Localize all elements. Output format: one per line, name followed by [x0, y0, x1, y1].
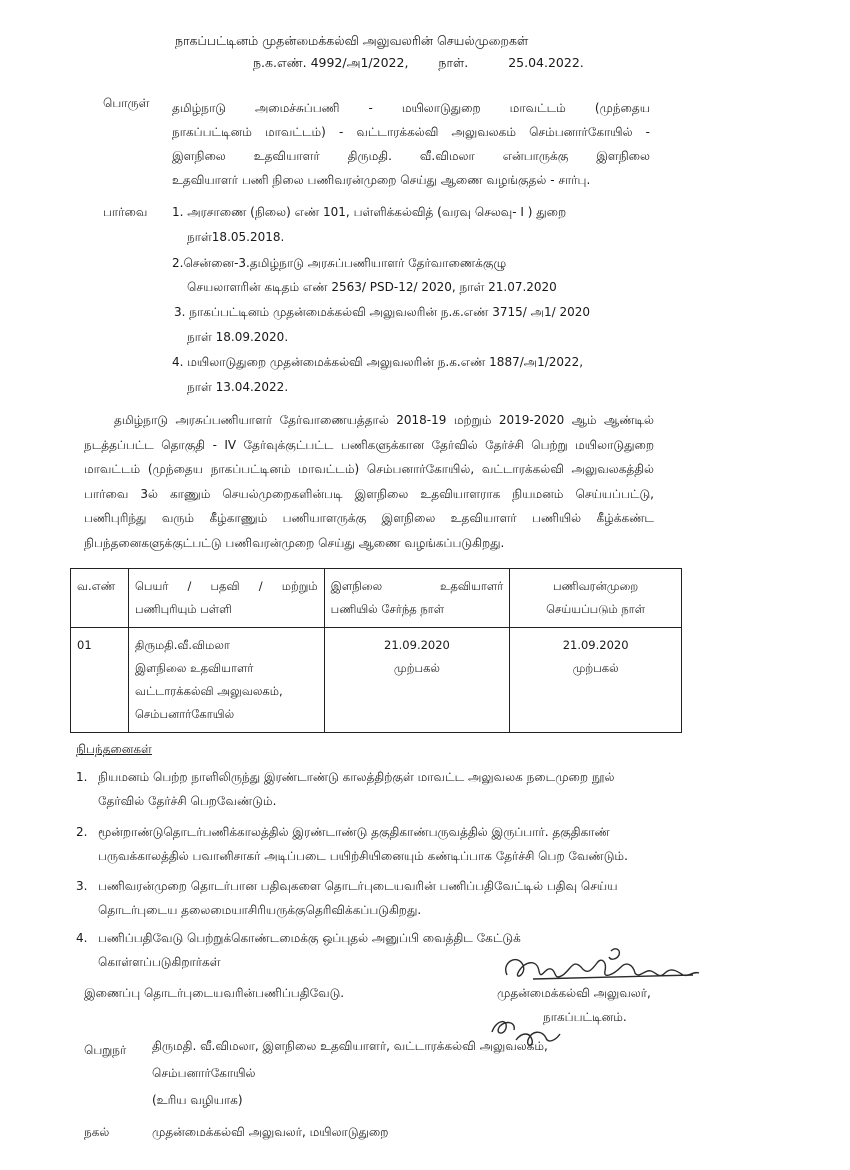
recipient-label: பெறுநர் [84, 1043, 127, 1057]
employee-name: திருமதி.வீ.விமலா [134, 638, 230, 652]
subject-line: நாகப்பட்டினம் மாவட்டம்) - வட்டாரக்கல்வி அலுவலகம் செம்பனார்கோயில் - [172, 125, 650, 139]
reference-item-4-date: நாள் 13.04.2022. [187, 380, 289, 394]
reference-item-4: 4. மயிலாடுதுறை முதன்மைக்கல்வி அலுவலரின் ந.க.எண் 1887/அ1/2022, [172, 355, 584, 369]
condition-number: 1. [76, 770, 88, 784]
subject-text [172, 96, 650, 192]
join-session: முற்பகல் [393, 661, 440, 675]
enclosure-note: இணைப்பு தொடர்புடையவரின்பணிப்பதிவேடு. [84, 986, 345, 1000]
header-text: பணிவரன்முறை [553, 579, 639, 593]
paragraph-line: மாவட்டம் (முந்தைய நாகப்பட்டினம் மாவட்டம்) செம்பனார்கோயில், வட்டாரக்கல்வி அலுவலகத்தில் [84, 462, 654, 476]
cell-name-designation [128, 628, 324, 733]
regularization-date: 21.09.2020 [562, 638, 629, 652]
employee-designation: இளநிலை உதவியாளர் [134, 661, 254, 675]
signatory-place: நாகப்பட்டினம். [543, 1010, 627, 1024]
header-text: செய்யப்படும் நாள் [546, 602, 646, 616]
header-cell-name [128, 569, 324, 628]
reference-item-2-detail: செயலாளரின் கடிதம் எண் 2563/ PSD-12/ 2020, நாள் 21.07.2020 [187, 280, 557, 294]
header-text: பணிபுரியும் பள்ளி [134, 602, 232, 616]
subject-line: இளநிலை உதவியாளர் திருமதி. வீ.விமலா என்பாருக்கு இளநிலை [172, 149, 650, 163]
recipient-place: செம்பனார்கோயில் [152, 1066, 256, 1080]
office-heading: நாகப்பட்டினம் முதன்மைக்கல்வி அலுவலரின் செயல்முறைகள் [175, 33, 529, 48]
condition-number: 2. [76, 825, 88, 839]
subject-label: பொருள் [103, 96, 150, 110]
cell-join-date [324, 628, 510, 733]
copy-to: முதன்மைக்கல்வி அலுவலர், மயிலாடுதுறை [152, 1125, 389, 1139]
condition-number: 3. [76, 879, 88, 893]
header-text: இளநிலை உதவியாளர் [330, 579, 504, 593]
table-header-row [71, 569, 682, 628]
header-cell-regularization-date [510, 569, 682, 628]
employee-place: செம்பனார்கோயில் [134, 707, 235, 721]
condition-line: நியமனம் பெற்ற நாளிலிருந்து இரண்டாண்டு காலத்திற்குள் மாவட்ட அலுவலக நடைமுறை நூல் [98, 770, 615, 784]
condition-item [76, 765, 676, 813]
condition-item [76, 874, 676, 922]
paragraph-line: நடத்தப்பட்ட தொகுதி - IV தேர்வுக்குட்பட்ட பணிகளுக்கான தேர்வில் தேர்ச்சி பெற்று மயிலாடுதுறை [84, 437, 654, 452]
recipient-via: (உரிய வழியாக) [152, 1093, 243, 1107]
references-label: பார்வை [103, 205, 148, 219]
date-label: நாள். [438, 55, 469, 70]
regularization-session: முற்பகல் [572, 661, 619, 675]
subject-line: உதவியாளர் பணி நிலை பணிவரன்முறை செய்து ஆணை வழங்குதல் - சார்பு. [172, 173, 591, 187]
employee-office: வட்டாரக்கல்வி அலுவலகம், [134, 684, 283, 698]
cell-regularization-date [510, 628, 682, 733]
copy-label: நகல் [84, 1125, 110, 1139]
join-date: 21.09.2020 [384, 638, 450, 652]
recipient-address: திருமதி. வீ.விமலா, இளநிலை உதவியாளர், வட்டாரக்கல்வி அலுவலகம், [152, 1039, 548, 1053]
table-row [71, 628, 682, 733]
condition-line: பருவக்காலத்தில் பவானிசாகர் அடிப்படை பயிற்சியினையும் கண்டிப்பாக தேர்ச்சி பெற வேண்டும். [98, 849, 628, 863]
reference-item-3-date: நாள் 18.09.2020. [187, 330, 289, 344]
signatory-title: முதன்மைக்கல்வி அலுவலர், [497, 986, 651, 1000]
reference-item-1: 1. அரசாணை (நிலை) எண் 101, பள்ளிக்கல்வித் (வரவு செலவு- I ) துறை [172, 205, 567, 219]
reference-number-line [253, 55, 584, 72]
condition-number: 4. [76, 931, 88, 945]
paragraph-line: தமிழ்நாடு அரசுப்பணியாளர் தேர்வாணையத்தால் 2018-19 மற்றும் 2019-2020 ஆம் ஆண்டில் [114, 413, 654, 427]
conditions-title: நிபந்தனைகள் [76, 742, 152, 756]
condition-line: கொள்ளப்படுகிறார்கள் [98, 955, 221, 969]
header-cell-join-date [324, 569, 510, 628]
condition-line: பணிப்பதிவேடு பெற்றுக்கொண்டமைக்கு ஒப்புதல் அனுப்பி வைத்திட கேட்டுக் [98, 931, 521, 945]
cell-sno: 01 [71, 628, 129, 733]
order-date: 25.04.2022. [508, 55, 584, 70]
paragraph-line: நிபந்தனைகளுக்குட்பட்டு பணிவரன்முறை செய்து ஆணை வழங்கப்படுகிறது. [84, 535, 505, 550]
paragraph-line: பார்வை 3ல் காணும் செயல்முறைகளின்படி இளநிலை உதவியாளராக நியமனம் செய்யப்பட்டு, [84, 486, 654, 501]
condition-item [76, 820, 676, 868]
reference-item-3: 3. நாகப்பட்டினம் முதன்மைக்கல்வி அலுவலரின் ந.க.எண் 3715/ அ1/ 2020 [174, 305, 590, 319]
header-text: வ.எண் [77, 579, 116, 593]
condition-line: தொடர்புடைய தலைமையாசிரியருக்குதெரிவிக்கப்படுகிறது. [98, 903, 422, 917]
reference-number: ந.க.எண். 4992/அ1/2022, [253, 55, 409, 70]
subject-line: தமிழ்நாடு அமைச்சுப்பணி - மயிலாடுதுறை மாவட்டம் (முந்தைய [172, 101, 650, 115]
header-text: பெயர் / பதவி / மற்றும் [134, 579, 318, 593]
condition-line: தேர்வில் தேர்ச்சி பெறவேண்டும். [98, 794, 277, 808]
condition-line: மூன்றாண்டுதொடர்பணிக்காலத்தில் இரண்டாண்டு தகுதிகாண்பருவத்தில் இருப்பார். தகுதிகாண் [98, 825, 610, 839]
reference-item-1-date: நாள்18.05.2018. [187, 230, 285, 244]
paragraph-line: பணிபுரிந்து வரும் கீழ்காணும் பணியாளருக்கு இளநிலை உதவியாளர் பணியில் கீழ்க்கண்ட [84, 511, 654, 525]
header-text: பணியில் சேர்ந்த நாள் [330, 602, 445, 616]
reference-item-2: 2.சென்னை-3.தமிழ்நாடு அரசுப்பணியாளர் தேர்வாணைக்குழு [172, 256, 507, 270]
header-cell-sno [71, 569, 129, 628]
order-paragraph [84, 408, 654, 555]
regularization-table [70, 568, 682, 733]
condition-line: பணிவரன்முறை தொடர்பான பதிவுகளை தொடர்புடையவரின் பணிப்பதிவேட்டில் பதிவு செய்ய [98, 879, 618, 893]
